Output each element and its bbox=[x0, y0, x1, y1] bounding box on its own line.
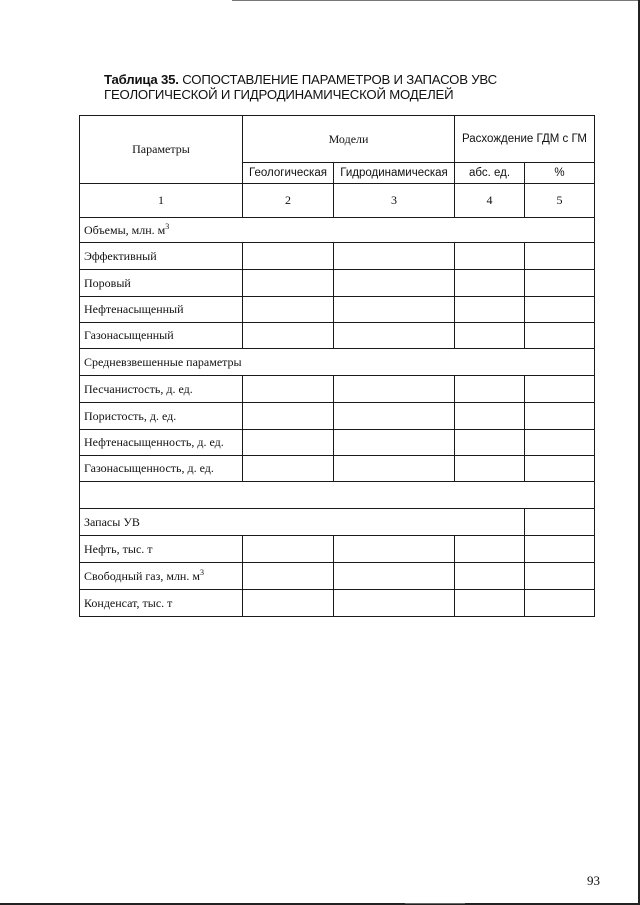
table-row bbox=[80, 243, 595, 270]
cell-geo bbox=[243, 590, 334, 617]
cell-geo bbox=[243, 376, 334, 403]
header-geo: Геологическая bbox=[243, 163, 334, 184]
col-number-3: 3 bbox=[334, 184, 455, 218]
section-reserves bbox=[80, 509, 595, 536]
cell-hydro bbox=[334, 243, 455, 270]
cell-pct bbox=[525, 456, 595, 482]
row-label-oil: Нефть, тыс. т bbox=[80, 536, 243, 563]
cell-hydro bbox=[334, 456, 455, 482]
row-label-effective: Эффективный bbox=[80, 243, 243, 270]
table-row bbox=[80, 323, 595, 349]
cell-pct bbox=[525, 270, 595, 297]
section-averages-label: Средневзвешенные параметры bbox=[80, 349, 595, 376]
cell-abs bbox=[455, 243, 525, 270]
cell-hydro bbox=[334, 376, 455, 403]
row-label-pore: Поровый bbox=[80, 270, 243, 297]
cell-pct bbox=[525, 376, 595, 403]
table-row bbox=[80, 297, 595, 323]
section-volumes bbox=[80, 218, 595, 243]
cell-pct bbox=[525, 323, 595, 349]
empty-cell bbox=[80, 482, 595, 509]
table-row bbox=[80, 376, 595, 403]
section-averages bbox=[80, 349, 595, 376]
bottom-rule bbox=[405, 903, 465, 904]
header-diff: Расхождение ГДМ с ГМ bbox=[455, 116, 595, 163]
cell-pct bbox=[525, 509, 595, 536]
cell-geo bbox=[243, 243, 334, 270]
cell-abs bbox=[455, 270, 525, 297]
row-label-sandiness: Песчанистость, д. ед. bbox=[80, 376, 243, 403]
cell-hydro bbox=[334, 590, 455, 617]
parameters-table bbox=[79, 115, 595, 617]
cell-pct bbox=[525, 590, 595, 617]
cell-pct bbox=[525, 563, 595, 590]
table-row bbox=[80, 403, 595, 430]
cell-abs bbox=[455, 590, 525, 617]
row-label-oil-saturation: Нефтенасыщенность, д. ед. bbox=[80, 430, 243, 456]
row-label-condensate: Конденсат, тыс. т bbox=[80, 590, 243, 617]
col-number-4: 4 bbox=[455, 184, 525, 218]
section-volumes-label bbox=[80, 218, 595, 243]
table-row bbox=[80, 270, 595, 297]
cell-hydro bbox=[334, 270, 455, 297]
table-row bbox=[80, 456, 595, 482]
cell-hydro bbox=[334, 323, 455, 349]
cell-geo bbox=[243, 456, 334, 482]
header-abs: абс. ед. bbox=[455, 163, 525, 184]
cell-pct bbox=[525, 430, 595, 456]
cell-abs bbox=[455, 323, 525, 349]
cell-abs bbox=[455, 456, 525, 482]
cell-geo bbox=[243, 323, 334, 349]
cell-abs bbox=[455, 297, 525, 323]
cell-hydro bbox=[334, 297, 455, 323]
row-label-free-gas-sup: 3 bbox=[199, 568, 204, 577]
cell-geo bbox=[243, 403, 334, 430]
header-hydro: Гидродинамическая bbox=[334, 163, 455, 184]
row-label-oil-sat: Нефтенасыщенный bbox=[80, 297, 243, 323]
table-row bbox=[80, 563, 595, 590]
page-number: 93 bbox=[587, 873, 600, 888]
caption-number: Таблица 35. bbox=[104, 72, 179, 87]
cell-pct bbox=[525, 243, 595, 270]
cell-geo bbox=[243, 297, 334, 323]
header-params: Параметры bbox=[80, 116, 243, 184]
table-row bbox=[80, 430, 595, 456]
cell-hydro bbox=[334, 403, 455, 430]
cell-geo bbox=[243, 270, 334, 297]
cell-geo bbox=[243, 536, 334, 563]
header-row-1 bbox=[80, 116, 595, 163]
cell-abs bbox=[455, 376, 525, 403]
cell-geo bbox=[243, 563, 334, 590]
row-label-gas-sat: Газонасыщенный bbox=[80, 323, 243, 349]
cell-pct bbox=[525, 536, 595, 563]
empty-row bbox=[80, 482, 595, 509]
cell-abs bbox=[455, 536, 525, 563]
column-numbers-row bbox=[80, 184, 595, 218]
cell-hydro bbox=[334, 430, 455, 456]
row-label-porosity: Пористость, д. ед. bbox=[80, 403, 243, 430]
table-row bbox=[80, 590, 595, 617]
cell-abs bbox=[455, 403, 525, 430]
section-reserves-label: Запасы УВ bbox=[80, 509, 525, 536]
row-label-free-gas-text: Свободный газ, млн. м bbox=[84, 569, 200, 583]
section-volumes-text: Объемы, млн. м bbox=[84, 223, 166, 237]
col-number-2: 2 bbox=[243, 184, 334, 218]
header-models: Модели bbox=[243, 116, 455, 163]
section-volumes-sup: 3 bbox=[165, 222, 170, 231]
col-number-5: 5 bbox=[525, 184, 595, 218]
table-row bbox=[80, 536, 595, 563]
cell-hydro bbox=[334, 536, 455, 563]
cell-hydro bbox=[334, 563, 455, 590]
row-label-free-gas bbox=[80, 563, 243, 590]
cell-abs bbox=[455, 430, 525, 456]
cell-pct bbox=[525, 297, 595, 323]
col-number-1: 1 bbox=[80, 184, 243, 218]
cell-geo bbox=[243, 430, 334, 456]
row-label-gas-saturation: Газонасыщенность, д. ед. bbox=[80, 456, 243, 482]
caption-title: СОПОСТАВЛЕНИЕ ПАРАМЕТРОВ И ЗАПАСОВ УВС ГЕОЛОГИЧЕСКОЙ И ГИДРОДИНАМИЧЕСКОЙ МОДЕЛЕЙ bbox=[104, 72, 497, 102]
top-rule bbox=[232, 0, 638, 1]
cell-abs bbox=[455, 563, 525, 590]
table-caption bbox=[104, 72, 604, 102]
cell-pct bbox=[525, 403, 595, 430]
header-pct: % bbox=[525, 163, 595, 184]
